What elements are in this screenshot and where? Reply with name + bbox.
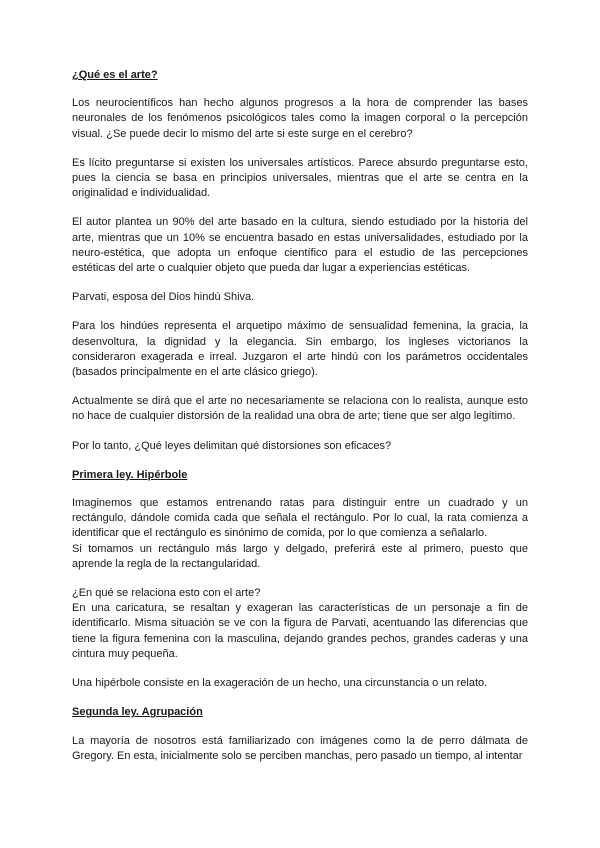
paragraph: Imaginemos que estamos entrenando ratas para distinguir entre un cuadrado y un rectángulo, dándole comida cada que señala el rectángulo. Por lo cual, la rata comienza a identificar que el rectángulo es sinónimo de comida, por lo que comienza a señalarlo. — [72, 497, 528, 540]
paragraph: Por lo tanto, ¿Qué leyes delimitan qué distorsiones son eficaces? — [72, 439, 392, 452]
paragraph: Los neurocientíficos han hecho algunos progresos a la hora de comprender las bases neuronales de los fenómenos psicológicos tales como la imagen corporal o la percepción visual. ¿Se puede decir lo mismo del arte si este surge en el cerebro? — [72, 97, 528, 140]
paragraph: Es lícito preguntarse si existen los universales artísticos. Parece absurdo preguntarse esto, pues la ciencia se basa en principios universales, mientras que el arte se centra en la originalidad e individualidad. — [72, 156, 528, 200]
section-heading-que-es-el-arte: ¿Qué es el arte? — [72, 69, 158, 81]
paragraph: El autor plantea un 90% del arte basado en la cultura, siendo estudiado por la historia del arte, mientras que un 10% se encuentra basado en estas universalidades, estudiado por la neuro-estética, que adopta un enfoque científico para el estudio de las percepciones estéticas del arte o cualquier objeto que pueda dar lugar a experiencias estéticas. — [72, 216, 528, 275]
document-page — [72, 68, 528, 778]
paragraph: Parvati, esposa del Dios hindú Shiva. — [72, 291, 255, 304]
paragraph: En una caricatura, se resaltan y exageran las características de un personaje a fin de identificarlo. Misma situación se ve con la figura de Parvati, acentuando las diferencias que tiene la figura femenina con la masculina, dejando grandes pechos, grandes caderas y una cintura muy pequeña. — [72, 602, 528, 660]
section-heading-segunda-ley: Segunda ley. Agrupación — [72, 706, 203, 719]
paragraph: La mayoría de nosotros está familiarizado con imágenes como la de perro dálmata de Gregory. En esta, inicialmente solo se perciben manchas, pero pasado un tiempo, al intentar — [72, 734, 528, 762]
paragraph: Si tomamos un rectángulo más largo y delgado, preferirá este al primero, puesto que aprende la regla de la rectangularidad. — [72, 542, 528, 570]
section-heading-primera-ley: Primera ley. Hipérbole — [72, 468, 188, 481]
paragraph: ¿En qué se relaciona esto con el arte? — [72, 587, 261, 600]
paragraph: Para los hindúes representa el arquetipo máximo de sensualidad femenina, la gracia, la desenvoltura, la dignidad y la elegancia. Sin embargo, los ingleses victorianos la consideraron exagerada e irreal. Juzgaron el arte hindú con los parámetros occidentales (basados principalmente en el arte clásico griego). — [72, 320, 528, 379]
paragraph: Actualmente se dirá que el arte no necesariamente se relaciona con lo realista, aunque esto no hace de cualquier distorsión de la realidad una obra de arte; tiene que ser algo legítimo. — [72, 395, 528, 423]
paragraph: Una hipérbole consiste en la exageración de un hecho, una circunstancia o un relato. — [72, 677, 488, 690]
